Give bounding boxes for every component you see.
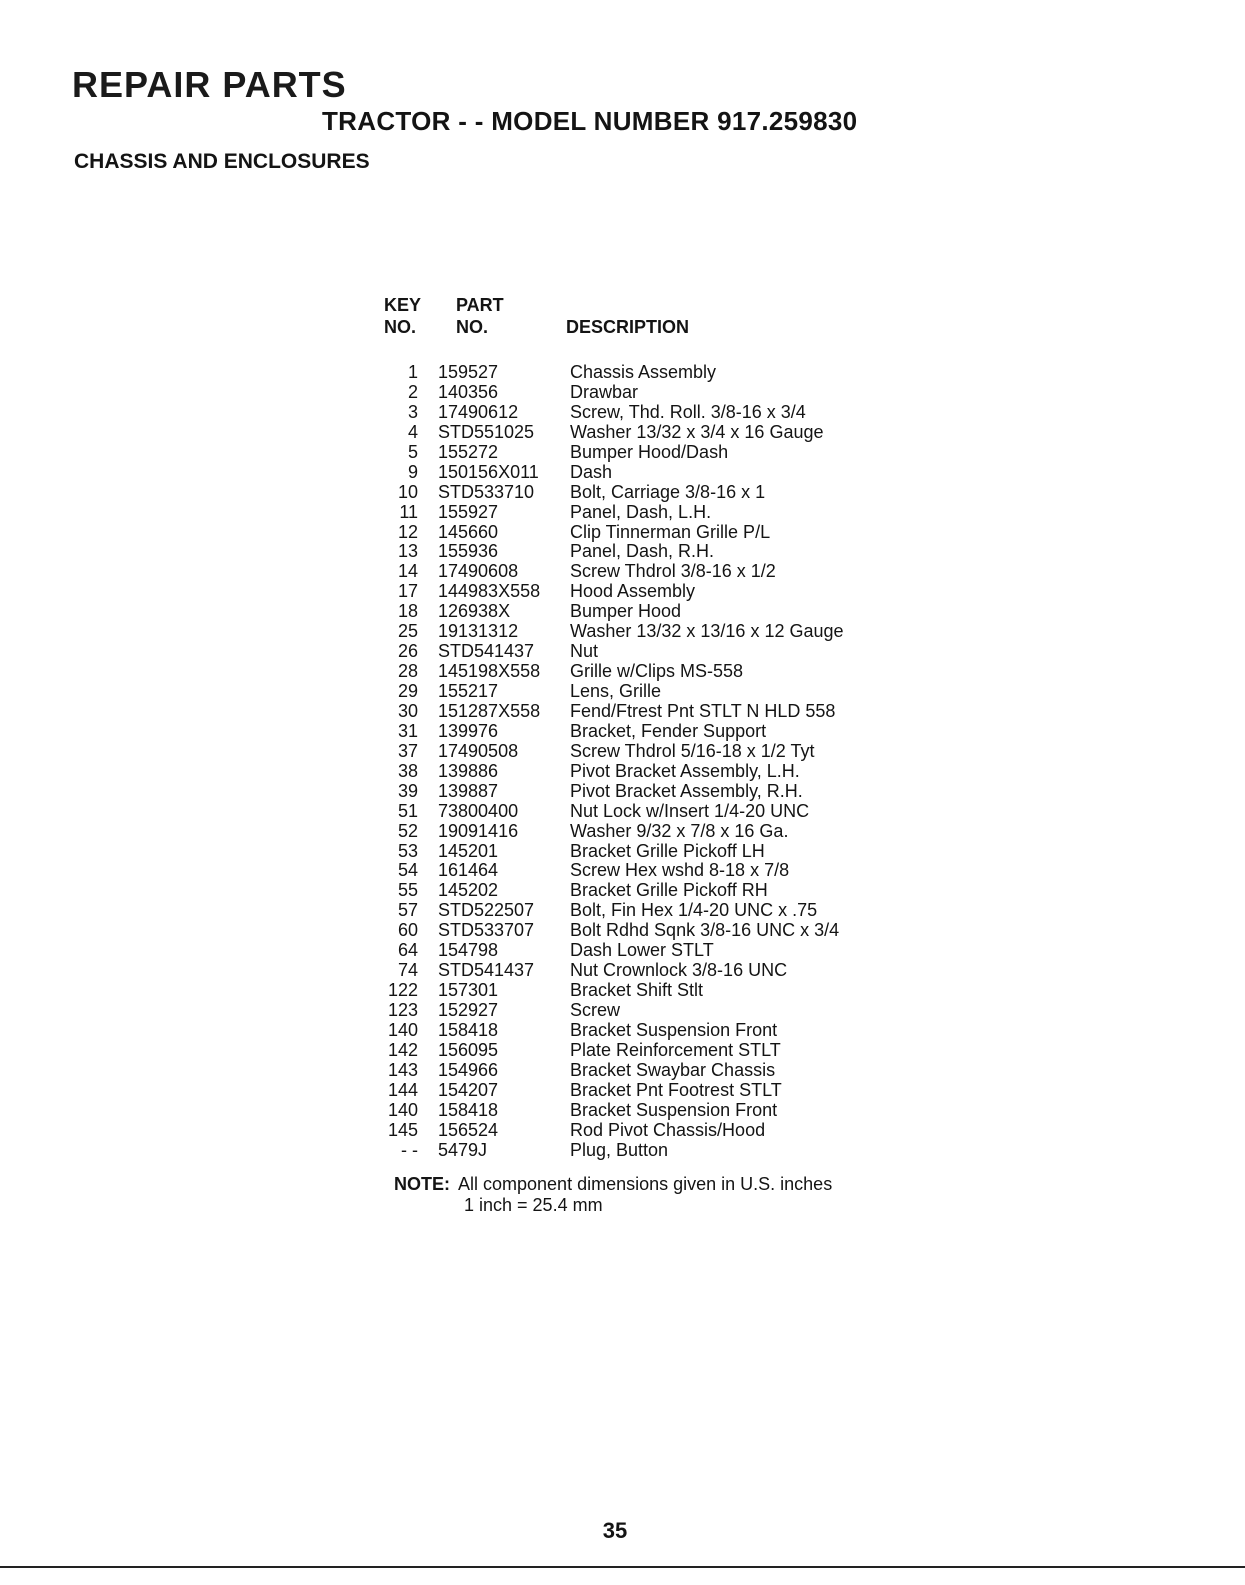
section-title: CHASSIS AND ENCLOSURES (74, 150, 370, 173)
description: Plate Reinforcement STLT (570, 1039, 781, 1060)
description: Bumper Hood/Dash (570, 441, 729, 462)
description-header: DESCRIPTION (566, 317, 690, 337)
model-title: TRACTOR - - MODEL NUMBER 917.259830 (322, 106, 858, 136)
key-no: 52 (397, 820, 418, 841)
part-no: 155217 (438, 681, 499, 701)
description: Panel, Dash, L.H. (570, 501, 712, 522)
description: Drawbar (570, 381, 639, 402)
part-no: 19091416 (438, 820, 519, 841)
description: Pivot Bracket Assembly, L.H. (570, 760, 800, 781)
description: Screw (570, 1000, 621, 1020)
description: Washer 13/32 x 3/4 x 16 Gauge (570, 421, 824, 442)
key-no: 144 (387, 1079, 418, 1100)
description: Bracket Shift Stlt (570, 980, 704, 1001)
description: Bolt Rdhd Sqnk 3/8-16 UNC x 3/4 (570, 920, 840, 941)
key-no: 26 (397, 641, 418, 662)
description: Chassis Assembly (570, 362, 717, 382)
note (394, 1174, 832, 1216)
part-no: 155936 (438, 541, 499, 562)
page-title: REPAIR PARTS (72, 64, 347, 105)
key-no: 28 (397, 661, 418, 682)
part-no: 156524 (438, 1119, 499, 1140)
key-no: 38 (397, 760, 418, 781)
key-no: 60 (397, 920, 418, 941)
part-no: STD541437 (438, 960, 535, 981)
key-no: 37 (397, 740, 418, 761)
key-header-line1: KEY (384, 295, 422, 315)
key-no: 31 (397, 720, 418, 741)
part-no: 17490612 (438, 401, 519, 422)
key-no: 145 (387, 1119, 418, 1140)
part-no: 139887 (438, 780, 499, 801)
key-no: 140 (387, 1099, 418, 1120)
description: Bracket Suspension Front (570, 1099, 778, 1120)
part-no: STD533710 (438, 481, 535, 502)
part-no: 154207 (438, 1079, 499, 1100)
part-no: 126938X (438, 601, 511, 622)
part-no: 154966 (438, 1059, 499, 1080)
part-no: 155272 (438, 441, 499, 462)
description: Screw Thdrol 3/8-16 x 1/2 (570, 561, 776, 582)
key-no: 64 (397, 940, 418, 961)
description: Grille w/Clips MS-558 (570, 661, 744, 682)
key-no: 11 (399, 501, 418, 522)
part-no: 17490608 (438, 561, 519, 582)
note-label: NOTE: (394, 1174, 450, 1194)
key-no: 18 (397, 601, 418, 622)
description: Bracket Suspension Front (570, 1019, 778, 1040)
part-no: STD551025 (438, 421, 535, 442)
part-no: 5479J (438, 1139, 488, 1160)
description: Screw Thdrol 5/16-18 x 1/2 Tyt (570, 740, 815, 761)
description: Bracket Grille Pickoff LH (570, 840, 765, 861)
description: Rod Pivot Chassis/Hood (570, 1119, 766, 1140)
description: Hood Assembly (570, 581, 696, 602)
part-no: 145202 (438, 880, 499, 901)
description: Washer 9/32 x 7/8 x 16 Ga. (570, 820, 789, 841)
key-no: 17 (397, 581, 418, 602)
part-no: 139976 (438, 720, 499, 741)
description: Nut (570, 641, 599, 662)
description: Fend/Ftrest Pnt STLT N HLD 558 (570, 700, 836, 721)
part-no: 157301 (438, 980, 499, 1001)
part-no: 150156X011 (438, 461, 539, 482)
key-no: 57 (397, 900, 418, 921)
part-no: 73800400 (438, 800, 519, 821)
key-no: 10 (397, 481, 418, 502)
key-no: 123 (387, 1000, 418, 1020)
part-no: 139886 (438, 760, 499, 781)
description: Dash (570, 461, 613, 482)
part-no: STD522507 (438, 900, 535, 921)
part-no: 159527 (438, 362, 499, 382)
description: Bracket Pnt Footrest STLT (570, 1079, 782, 1100)
part-no: 145660 (438, 521, 499, 542)
bottom-rule (0, 1566, 1245, 1568)
part-no: 155927 (438, 501, 499, 522)
description: Panel, Dash, R.H. (570, 541, 715, 562)
description: Nut Lock w/Insert 1/4-20 UNC (570, 800, 810, 821)
key-no: 30 (397, 700, 418, 721)
description: Bracket Grille Pickoff RH (570, 880, 768, 901)
key-no: 51 (397, 800, 418, 821)
key-no: 1 (407, 362, 418, 382)
key-no: 9 (407, 461, 418, 482)
description: Lens, Grille (570, 681, 662, 701)
key-no: 142 (387, 1039, 418, 1060)
description: Bumper Hood (570, 601, 682, 622)
key-no: 29 (397, 681, 418, 701)
part-no: STD533707 (438, 920, 535, 941)
description: Dash Lower STLT (570, 940, 714, 961)
description: Plug, Button (570, 1139, 669, 1160)
part-no: 154798 (438, 940, 499, 961)
key-no: 5 (407, 441, 418, 462)
note-line2: 1 inch = 25.4 mm (464, 1195, 603, 1215)
part-header-line1: PART (456, 295, 504, 315)
part-no: 145198X558 (438, 661, 541, 682)
key-no: 140 (387, 1019, 418, 1040)
key-no: 143 (387, 1059, 418, 1080)
part-no: 158418 (438, 1019, 499, 1040)
part-no: 140356 (438, 381, 499, 402)
description: Washer 13/32 x 13/16 x 12 Gauge (570, 621, 844, 642)
key-no: 3 (407, 401, 418, 422)
key-no: 25 (397, 621, 418, 642)
description: Nut Crownlock 3/8-16 UNC (570, 960, 788, 981)
key-no: 14 (397, 561, 418, 582)
part-no: 152927 (438, 1000, 499, 1020)
key-no: - - (401, 1139, 418, 1160)
key-no: 2 (407, 381, 418, 402)
note-line1: All component dimensions given in U.S. inches (458, 1174, 833, 1194)
part-no: 151287X558 (438, 700, 541, 721)
key-no: 122 (387, 980, 418, 1001)
part-no: 144983X558 (438, 581, 541, 602)
page-number: 35 (602, 1518, 628, 1543)
description: Pivot Bracket Assembly, R.H. (570, 780, 803, 801)
part-no: 156095 (438, 1039, 499, 1060)
description: Screw Hex wshd 8-18 x 7/8 (570, 860, 790, 881)
description: Bolt, Fin Hex 1/4-20 UNC x .75 (570, 900, 818, 921)
key-no: 39 (397, 780, 418, 801)
key-no: 55 (397, 880, 418, 901)
part-no: 161464 (438, 860, 499, 881)
key-header-line2: NO. (384, 317, 417, 337)
key-no: 74 (397, 960, 418, 981)
key-no: 4 (407, 421, 418, 442)
description: Bolt, Carriage 3/8-16 x 1 (570, 481, 766, 502)
description: Clip Tinnerman Grille P/L (570, 521, 771, 542)
part-header-line2: NO. (456, 317, 489, 337)
part-no: 19131312 (438, 621, 519, 642)
part-no: 158418 (438, 1099, 499, 1120)
key-no: 12 (397, 521, 418, 542)
key-no: 53 (397, 840, 418, 861)
description: Screw, Thd. Roll. 3/8-16 x 3/4 (570, 401, 806, 422)
part-no: STD541437 (438, 641, 535, 662)
description: Bracket, Fender Support (570, 720, 767, 741)
description: Bracket Swaybar Chassis (570, 1059, 776, 1080)
key-no: 54 (397, 860, 418, 881)
part-no: 17490508 (438, 740, 519, 761)
key-no: 13 (397, 541, 418, 562)
part-no: 145201 (438, 840, 499, 861)
